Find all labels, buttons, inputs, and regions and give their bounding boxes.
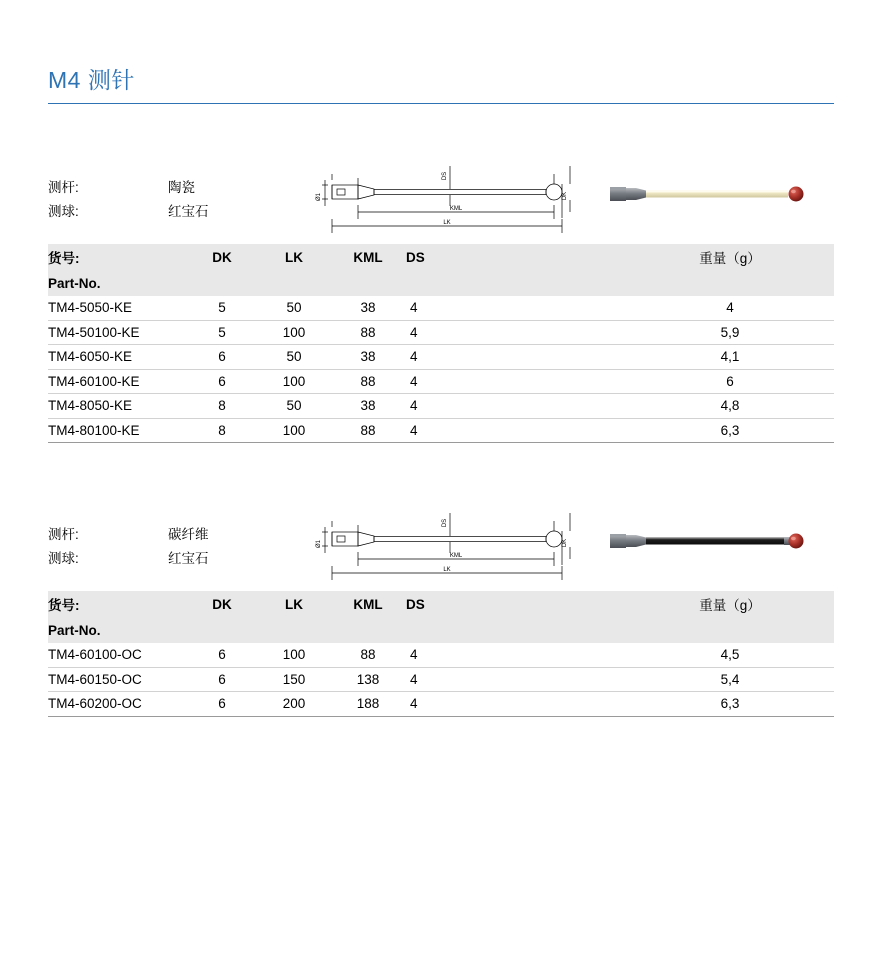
cell-ds: 4 <box>406 345 476 370</box>
cell-partno: TM4-5050-KE <box>48 296 186 320</box>
header-weight: 重量（g） <box>699 598 761 613</box>
cell-weight: 6 <box>626 369 834 394</box>
cell-dk: 8 <box>186 418 258 443</box>
cell-dk: 6 <box>186 643 258 667</box>
dim-kml-label: KML <box>449 553 463 559</box>
table-row <box>48 345 834 370</box>
cell-ds: 4 <box>406 394 476 419</box>
cell-ds: 4 <box>406 296 476 320</box>
cell-weight: 4,8 <box>626 394 834 419</box>
table-row <box>48 394 834 419</box>
dim-ds-label: DS <box>442 518 448 528</box>
cell-lk: 100 <box>258 320 330 345</box>
ball-label: 测球: <box>48 204 79 219</box>
stylus-dimension-drawing <box>298 160 588 240</box>
cell-kml: 38 <box>330 394 406 419</box>
cell-weight: 5,9 <box>626 320 834 345</box>
product-section-ceramic <box>48 152 834 443</box>
cell-kml: 88 <box>330 643 406 667</box>
header-subrow-spacer <box>186 617 834 643</box>
spec-values <box>168 499 298 571</box>
page-header <box>48 0 834 104</box>
header-kml: KML <box>353 596 383 612</box>
cell-dk: 5 <box>186 320 258 345</box>
parts-table-ceramic <box>48 244 834 443</box>
spec-labels <box>48 499 168 571</box>
cell-weight: 4 <box>626 296 834 320</box>
product-photo <box>598 499 834 578</box>
product-photo <box>598 152 834 231</box>
cell-ds: 4 <box>406 369 476 394</box>
table-row <box>48 418 834 443</box>
cell-partno: TM4-8050-KE <box>48 394 186 419</box>
stem-value: 碳纤维 <box>168 527 209 542</box>
cell-dk: 6 <box>186 667 258 692</box>
header-kml: KML <box>353 249 383 265</box>
table-row <box>48 692 834 717</box>
table-row <box>48 320 834 345</box>
stylus-photo-ceramic <box>606 166 816 226</box>
stylus-photo-carbon <box>606 513 816 573</box>
header-subrow-spacer <box>186 270 834 296</box>
cell-partno: TM4-50100-KE <box>48 320 186 345</box>
technical-drawing <box>298 152 598 245</box>
table-row <box>48 667 834 692</box>
cell-lk: 50 <box>258 345 330 370</box>
dim-kml-label: KML <box>449 206 463 212</box>
cell-spacer <box>476 345 626 370</box>
table-row <box>48 643 834 667</box>
dim-lk-label: LK <box>443 220 451 226</box>
cell-kml: 88 <box>330 369 406 394</box>
header-dk: DK <box>212 249 232 265</box>
dim-ds-label: DS <box>442 171 448 181</box>
table-body <box>48 643 834 716</box>
technical-drawing <box>298 499 598 592</box>
cell-weight: 5,4 <box>626 667 834 692</box>
stem-label: 测杆: <box>48 527 79 542</box>
spec-row <box>48 152 834 244</box>
cell-partno: TM4-60100-OC <box>48 643 186 667</box>
cell-kml: 188 <box>330 692 406 717</box>
table-header-row <box>48 591 834 617</box>
cell-partno: TM4-6050-KE <box>48 345 186 370</box>
cell-spacer <box>476 394 626 419</box>
table-row <box>48 369 834 394</box>
cell-dk: 6 <box>186 692 258 717</box>
cell-kml: 38 <box>330 296 406 320</box>
table-row <box>48 296 834 320</box>
cell-dk: 6 <box>186 369 258 394</box>
header-lk: LK <box>285 249 303 265</box>
table-header-subrow <box>48 617 834 643</box>
dim-dk-label: DK <box>562 191 568 201</box>
cell-spacer <box>476 320 626 345</box>
cell-spacer <box>476 296 626 320</box>
cell-lk: 200 <box>258 692 330 717</box>
table-header-row <box>48 244 834 270</box>
cell-ds: 4 <box>406 692 476 717</box>
cell-kml: 138 <box>330 667 406 692</box>
cell-ds: 4 <box>406 418 476 443</box>
cell-dk: 6 <box>186 345 258 370</box>
cell-spacer <box>476 667 626 692</box>
dim-d1-label: Ø1 <box>316 539 322 549</box>
ball-value: 红宝石 <box>168 551 209 566</box>
cell-ds: 4 <box>406 643 476 667</box>
cell-lk: 100 <box>258 369 330 394</box>
cell-spacer <box>476 369 626 394</box>
cell-lk: 150 <box>258 667 330 692</box>
cell-partno: TM4-60200-OC <box>48 692 186 717</box>
cell-spacer <box>476 692 626 717</box>
spec-values <box>168 152 298 224</box>
cell-kml: 88 <box>330 320 406 345</box>
spec-labels <box>48 152 168 224</box>
cell-partno: TM4-60100-KE <box>48 369 186 394</box>
header-lk: LK <box>285 596 303 612</box>
cell-ds: 4 <box>406 667 476 692</box>
cell-kml: 88 <box>330 418 406 443</box>
table-head <box>48 591 834 643</box>
cell-lk: 50 <box>258 296 330 320</box>
product-section-carbon <box>48 499 834 717</box>
header-weight: 重量（g） <box>699 251 761 266</box>
header-ds: DS <box>406 249 425 265</box>
stylus-dimension-drawing <box>298 507 588 587</box>
cell-partno: TM4-80100-KE <box>48 418 186 443</box>
table-header-subrow <box>48 270 834 296</box>
table-head <box>48 244 834 296</box>
dim-dk-label: DK <box>562 538 568 548</box>
cell-weight: 6,3 <box>626 418 834 443</box>
table-body <box>48 296 834 443</box>
cell-lk: 50 <box>258 394 330 419</box>
stem-value: 陶瓷 <box>168 180 195 195</box>
ball-value: 红宝石 <box>168 204 209 219</box>
cell-weight: 4,5 <box>626 643 834 667</box>
header-dk: DK <box>212 596 232 612</box>
header-partno-en: Part-No. <box>48 622 101 638</box>
header-ds: DS <box>406 596 425 612</box>
cell-weight: 6,3 <box>626 692 834 717</box>
dim-lk-label: LK <box>443 567 451 573</box>
cell-weight: 4,1 <box>626 345 834 370</box>
cell-spacer <box>476 418 626 443</box>
page-title: M4 测针 <box>48 67 135 93</box>
header-spacer <box>476 591 626 617</box>
cell-lk: 100 <box>258 643 330 667</box>
ball-label: 测球: <box>48 551 79 566</box>
cell-partno: TM4-60150-OC <box>48 667 186 692</box>
cell-spacer <box>476 643 626 667</box>
cell-kml: 38 <box>330 345 406 370</box>
stem-label: 测杆: <box>48 180 79 195</box>
cell-dk: 5 <box>186 296 258 320</box>
dim-d1-label: Ø1 <box>316 192 322 202</box>
header-spacer <box>476 244 626 270</box>
header-partno-cn: 货号: <box>48 598 80 613</box>
cell-lk: 100 <box>258 418 330 443</box>
header-partno-en: Part-No. <box>48 275 101 291</box>
spec-row <box>48 499 834 591</box>
cell-ds: 4 <box>406 320 476 345</box>
header-partno-cn: 货号: <box>48 251 80 266</box>
parts-table-carbon <box>48 591 834 717</box>
cell-dk: 8 <box>186 394 258 419</box>
title-divider <box>48 103 834 104</box>
